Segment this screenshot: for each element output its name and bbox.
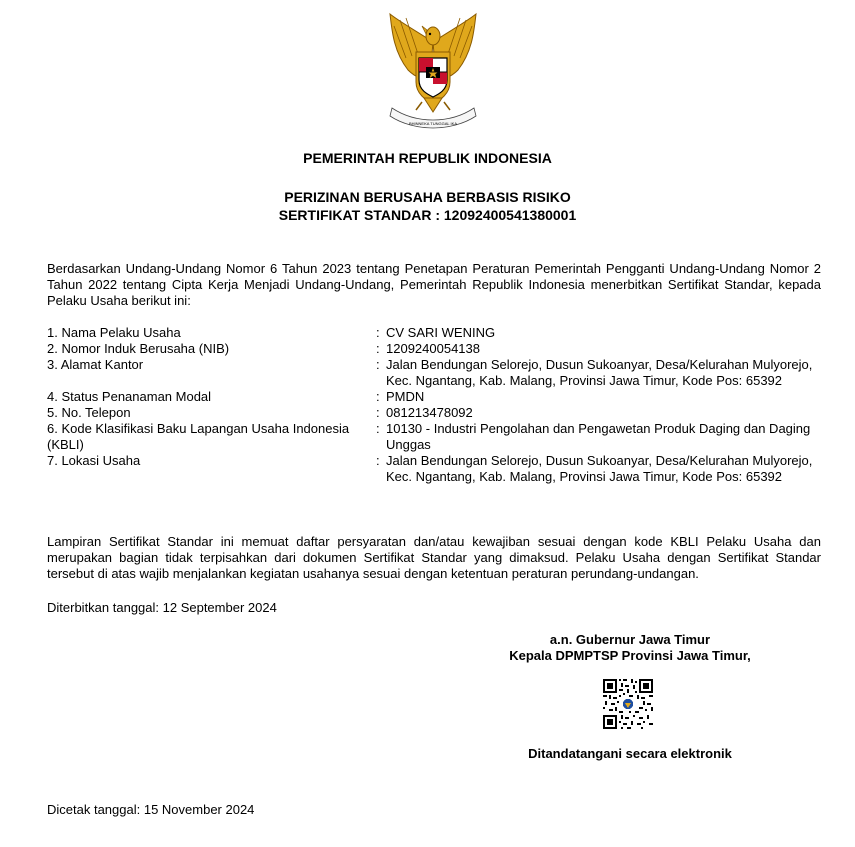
field-colon: : bbox=[376, 341, 380, 356]
field-value: 081213478092 bbox=[386, 405, 473, 420]
field-colon: : bbox=[376, 325, 380, 340]
attachment-note: Lampiran Sertifikat Standar ini memuat daftar persyaratan dan/atau kewajiban sesuai dengan kode KBLI Pelaku Usaha dan merupakan bagian tidak terpisahkan dari dokumen Sertifikat Standar yang dimaksud. Pelaku Usaha dengan Sertifikat Standar tersebut di atas wajib menjalankan kegiatan usahanya sesuai dengan ketentuan peraturan perundang-undangan. bbox=[47, 534, 821, 581]
field-colon: : bbox=[376, 389, 380, 404]
field-row-phone bbox=[47, 405, 822, 421]
certificate-number: SERTIFIKAT STANDAR : 12092400541380001 bbox=[278, 207, 577, 223]
signatory-line-2: Kepala DPMPTSP Provinsi Jawa Timur, bbox=[509, 648, 751, 663]
issued-date: Diterbitkan tanggal: 12 September 2024 bbox=[47, 600, 277, 615]
field-label: 1. Nama Pelaku Usaha bbox=[47, 325, 181, 340]
field-row-nib bbox=[47, 341, 822, 357]
field-label: 4. Status Penanaman Modal bbox=[47, 389, 212, 404]
field-value: CV SARI WENING bbox=[386, 325, 496, 340]
qr-code-icon bbox=[603, 679, 653, 729]
field-value: Jalan Bendungan Selorejo, Dusun Sukoanyar, Desa/Kelurahan Mulyorejo, Kec. Ngantang, Kab. Malang, Provinsi Jawa Timur, Kode Pos: 65392 bbox=[386, 453, 813, 484]
field-label: 2. Nomor Induk Berusaha (NIB) bbox=[47, 341, 230, 356]
field-row-office-address bbox=[47, 357, 822, 389]
intro-paragraph: Berdasarkan Undang-Undang Nomor 6 Tahun 2023 tentang Penetapan Peraturan Pemerintah Pengganti Undang-Undang Nomor 2 Tahun 2022 tentang Cipta Kerja Menjadi Undang-Undang, Pemerintah Republik Indonesia menerbitkan Sertifikat Standar, kepada Pelaku Usaha berikut ini: bbox=[47, 261, 821, 308]
svg-text:BHINNEKA TUNGGAL IKA: BHINNEKA TUNGGAL IKA bbox=[408, 121, 458, 126]
signatory-line-1: a.n. Gubernur Jawa Timur bbox=[549, 632, 711, 647]
field-value: 1209240054138 bbox=[386, 341, 480, 356]
garuda-emblem-icon bbox=[378, 12, 488, 130]
field-colon: : bbox=[376, 405, 380, 420]
field-label: 3. Alamat Kantor bbox=[47, 357, 144, 372]
electronic-signature-note: Ditandatangani secara elektronik bbox=[528, 746, 732, 761]
field-colon: : bbox=[376, 357, 380, 372]
field-value: Jalan Bendungan Selorejo, Dusun Sukoanyar, Desa/Kelurahan Mulyorejo, Kec. Ngantang, Kab. Malang, Provinsi Jawa Timur, Kode Pos: 65392 bbox=[386, 357, 813, 388]
field-row-investment-status bbox=[47, 389, 822, 405]
document-title: PERIZINAN BERUSAHA BERBASIS RISIKO bbox=[284, 189, 571, 205]
field-label: 7. Lokasi Usaha bbox=[47, 453, 141, 468]
field-row-business-location bbox=[47, 453, 822, 485]
field-label: 5. No. Telepon bbox=[47, 405, 131, 420]
field-label: 6. Kode Klasifikasi Baku Lapangan Usaha Indonesia (KBLI) bbox=[47, 421, 350, 452]
government-heading: PEMERINTAH REPUBLIK INDONESIA bbox=[303, 150, 552, 166]
printed-date: Dicetak tanggal: 15 November 2024 bbox=[47, 802, 255, 817]
field-colon: : bbox=[376, 421, 380, 436]
field-value: 10130 - Industri Pengolahan dan Pengawetan Produk Daging dan Daging Unggas bbox=[386, 421, 811, 452]
business-details bbox=[47, 325, 822, 485]
field-value: PMDN bbox=[386, 389, 425, 404]
field-row-name bbox=[47, 325, 822, 341]
field-colon: : bbox=[376, 453, 380, 468]
field-row-kbli bbox=[47, 421, 822, 453]
